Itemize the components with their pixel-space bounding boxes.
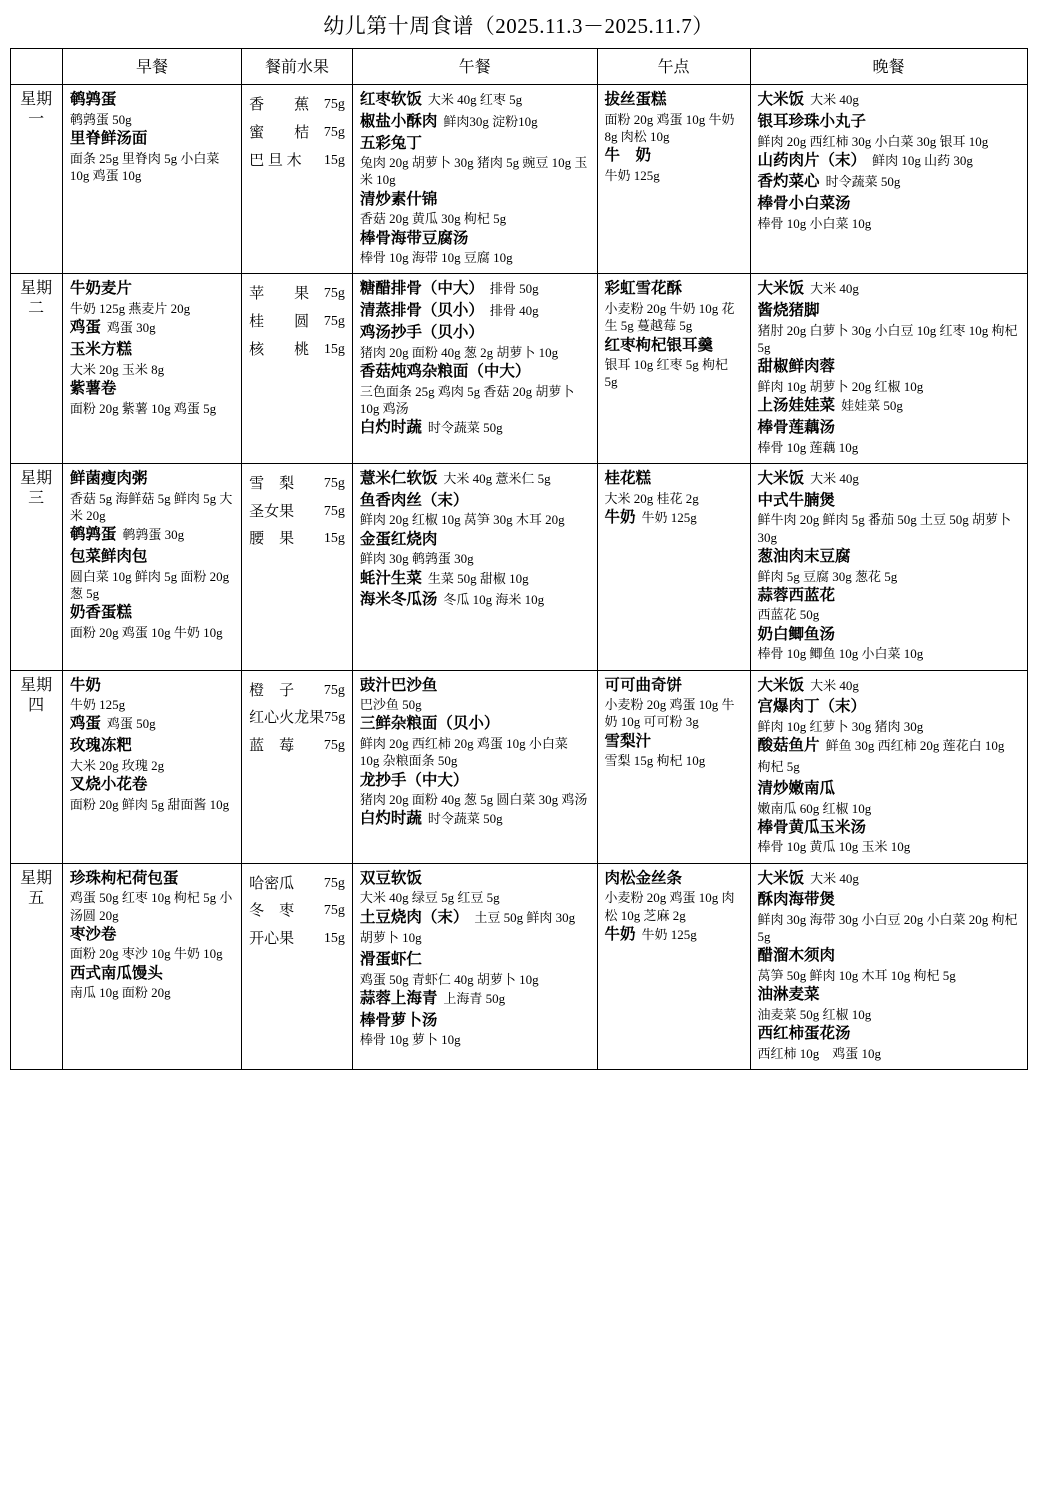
dish-name: 牛奶 bbox=[69, 676, 101, 694]
dish-ingredients: 时令蔬菜 50g bbox=[825, 174, 901, 190]
header-snack: 午点 bbox=[597, 49, 750, 85]
snack-cell bbox=[597, 85, 750, 274]
dish-name: 蚝汁生菜 生菜 50g 甜椒 10g bbox=[359, 569, 529, 587]
dish-name: 鸡汤抄手（贝小） bbox=[359, 323, 484, 341]
table-row bbox=[10, 863, 1027, 1070]
dish-ingredients: 小麦粉 20g 鸡蛋 10g 肉松 10g 芝麻 2g bbox=[604, 890, 735, 923]
dish-ingredients: 鲜肉 30g 鹌鹑蛋 30g bbox=[359, 551, 474, 567]
dish-ingredients: 大米 40g bbox=[810, 677, 859, 693]
dish-name: 桂花糕 bbox=[604, 469, 652, 487]
table-row bbox=[10, 463, 1027, 670]
dish-name: 牛奶麦片 bbox=[69, 280, 132, 298]
fruit-item bbox=[249, 898, 345, 926]
dish-name: 鹌鹑蛋 鹌鹑蛋 30g bbox=[69, 525, 185, 543]
dish-name: 彩虹雪花酥 bbox=[604, 280, 683, 298]
dish-ingredients: 西蓝花 50g bbox=[757, 607, 820, 623]
dish-name: 双豆软饭 bbox=[359, 869, 422, 887]
fruit-name: 苹 果 bbox=[249, 286, 310, 303]
dish-name: 五彩兔丁 bbox=[359, 134, 422, 152]
dish-name: 鸡蛋 鸡蛋 50g bbox=[69, 715, 156, 733]
dish-name: 棒骨莲藕汤 bbox=[757, 418, 836, 436]
dish-ingredients: 大米 40g bbox=[810, 470, 859, 486]
fruit-amount: 75g bbox=[324, 710, 346, 726]
dish-ingredients: 牛奶 125g bbox=[641, 926, 697, 942]
fruit-amount: 75g bbox=[323, 124, 345, 140]
dish-ingredients: 鸡蛋 30g bbox=[106, 320, 156, 336]
dinner-cell bbox=[750, 274, 1027, 463]
dish-name: 鲜菌瘦肉粥 bbox=[69, 469, 148, 487]
dish-name: 银耳珍珠小丸子 bbox=[757, 112, 867, 130]
dish-ingredients: 鲜肉 10g 红萝卜 30g 猪肉 30g bbox=[757, 719, 924, 735]
dinner-cell bbox=[750, 85, 1027, 274]
dish-ingredients: 鲜肉 20g 西红柿 20g 鸡蛋 10g 小白菜 10g 杂粮面条 50g bbox=[359, 736, 568, 769]
snack-cell bbox=[597, 274, 750, 463]
day-label: 星期 三 bbox=[10, 463, 62, 670]
dish-name: 白灼时蔬 时令蔬菜 50g bbox=[359, 418, 503, 436]
dish-name: 龙抄手（中大） bbox=[359, 771, 469, 789]
dish-ingredients: 大米 20g 玉米 8g bbox=[69, 361, 165, 377]
dish-ingredients: 面条 25g 里脊肉 5g 小白菜 10g 鸡蛋 10g bbox=[69, 150, 220, 183]
dish-name: 叉烧小花卷 bbox=[69, 776, 148, 794]
dish-name: 清炒素什锦 bbox=[359, 190, 438, 208]
fruit-amount: 75g bbox=[323, 682, 345, 698]
snack-cell bbox=[597, 863, 750, 1070]
dish-ingredients: 大米 20g 桂花 2g bbox=[604, 490, 699, 506]
dish-ingredients: 棒骨 10g 鲫鱼 10g 小白菜 10g bbox=[757, 646, 924, 662]
dish-name: 香灼菜心 时令蔬菜 50g bbox=[757, 173, 901, 191]
dish-ingredients: 面粉 20g 紫薯 10g 鸡蛋 5g bbox=[69, 400, 217, 416]
dish-name: 枣沙卷 bbox=[69, 925, 117, 943]
dish-ingredients: 鲜肉 5g 豆腐 30g 葱花 5g bbox=[757, 568, 898, 584]
table-header-row bbox=[10, 49, 1027, 85]
breakfast-cell bbox=[62, 85, 241, 274]
dish-name: 酱烧猪脚 bbox=[757, 302, 820, 320]
dish-ingredients: 鹌鹑蛋 30g bbox=[122, 526, 185, 542]
dish-ingredients: 猪肉 20g 面粉 40g 葱 2g 胡萝卜 10g bbox=[359, 344, 559, 360]
dish-ingredients: 鲜鱼 30g 西红柿 20g 莲花白 10g 枸杞 5g bbox=[757, 738, 1005, 774]
dish-name: 棒骨小白菜汤 bbox=[757, 195, 851, 213]
dish-name: 清蒸排骨（贝小） 排骨 40g bbox=[359, 302, 539, 320]
dish-name: 牛 奶 bbox=[604, 147, 652, 165]
dish-name: 奶香蛋糕 bbox=[69, 603, 132, 621]
fruit-amount: 75g bbox=[323, 738, 345, 754]
dish-ingredients: 大米 40g 红枣 5g bbox=[427, 92, 523, 107]
dish-ingredients: 时令蔬菜 50g bbox=[427, 811, 503, 827]
dish-ingredients: 鲜肉 10g 山药 30g bbox=[872, 152, 973, 168]
dinner-cell bbox=[750, 463, 1027, 670]
lunch-cell bbox=[352, 670, 597, 863]
dish-ingredients: 猪肘 20g 白萝卜 30g 小白豆 10g 红枣 10g 枸杞 5g bbox=[757, 322, 1018, 356]
dish-name: 包菜鲜肉包 bbox=[69, 547, 148, 565]
dish-ingredients: 棒骨 10g 萝卜 10g bbox=[359, 1032, 461, 1048]
dish-ingredients: 圆白菜 10g 鲜肉 5g 面粉 20g 葱 5g bbox=[69, 568, 230, 601]
dish-name: 鹌鹑蛋 bbox=[69, 91, 117, 108]
prefruit-cell bbox=[242, 863, 353, 1070]
table-row bbox=[10, 274, 1027, 463]
dish-ingredients: 大米 40g 绿豆 5g 红豆 5g bbox=[359, 890, 500, 906]
dish-ingredients: 鲜肉 10g 胡萝卜 20g 红椒 10g bbox=[757, 379, 924, 395]
fruit-amount: 75g bbox=[323, 503, 345, 519]
dish-name: 椒盐小酥肉 鲜肉30g 淀粉10g bbox=[359, 112, 538, 130]
dish-name: 玉米方糕 bbox=[69, 341, 132, 359]
fruit-item bbox=[249, 92, 345, 120]
dish-ingredients: 鲜肉 30g 海带 30g 小白豆 20g 小白菜 20g 枸杞 5g bbox=[757, 912, 1018, 945]
fruit-amount: 15g bbox=[323, 152, 345, 168]
fruit-item bbox=[249, 678, 345, 706]
dish-name: 牛奶 牛奶 125g bbox=[604, 925, 697, 943]
dish-name: 葱油肉末豆腐 bbox=[757, 547, 851, 565]
dish-ingredients: 排骨 50g bbox=[489, 281, 539, 297]
header-breakfast: 早餐 bbox=[62, 49, 241, 85]
fruit-name: 香 蕉 bbox=[249, 97, 310, 113]
fruit-amount: 75g bbox=[323, 97, 345, 112]
dish-ingredients: 大米 40g bbox=[810, 870, 859, 886]
dish-ingredients: 棒骨 10g 海带 10g 豆腐 10g bbox=[359, 250, 513, 266]
dish-name: 可可曲奇饼 bbox=[604, 676, 683, 694]
dish-name: 山药肉片（末） 鲜肉 10g 山药 30g bbox=[757, 151, 973, 169]
dish-ingredients: 巴沙鱼 50g bbox=[359, 697, 422, 713]
fruit-name: 腰 果 bbox=[249, 531, 295, 548]
header-dinner: 晚餐 bbox=[750, 49, 1027, 85]
dish-ingredients: 面粉 20g 枣沙 10g 牛奶 10g bbox=[69, 946, 223, 962]
header-day bbox=[10, 49, 62, 85]
dinner-cell bbox=[750, 670, 1027, 863]
prefruit-cell bbox=[242, 463, 353, 670]
fruit-amount: 75g bbox=[323, 314, 345, 330]
dish-ingredients: 冬瓜 10g 海米 10g bbox=[443, 592, 545, 608]
dish-name: 三鲜杂粮面（贝小） bbox=[359, 715, 500, 733]
header-lunch: 午餐 bbox=[352, 49, 597, 85]
fruit-item bbox=[249, 120, 345, 148]
breakfast-cell bbox=[62, 463, 241, 670]
fruit-name: 冬 枣 bbox=[249, 903, 295, 920]
dish-name: 中式牛腩煲 bbox=[757, 491, 836, 509]
dish-ingredients: 大米 20g 玫瑰 2g bbox=[69, 757, 165, 773]
dish-name: 醋溜木须肉 bbox=[757, 947, 836, 965]
dish-ingredients: 牛奶 125g bbox=[69, 697, 126, 713]
dish-name: 棒骨海带豆腐汤 bbox=[359, 229, 469, 247]
dish-name: 鱼香肉丝（末） bbox=[359, 491, 469, 509]
fruit-amount: 75g bbox=[323, 286, 345, 302]
day-label: 星期 二 bbox=[10, 274, 62, 463]
day-label: 星期 五 bbox=[10, 863, 62, 1070]
dish-name: 豉汁巴沙鱼 bbox=[359, 676, 438, 694]
fruit-amount: 15g bbox=[323, 931, 345, 947]
lunch-cell bbox=[352, 85, 597, 274]
fruit-item bbox=[249, 526, 345, 554]
fruit-name: 哈密瓜 bbox=[249, 875, 295, 892]
dish-name: 红枣枸杞银耳羹 bbox=[604, 336, 714, 354]
dish-ingredients: 大米 40g 薏米仁 5g bbox=[443, 470, 551, 486]
prefruit-cell bbox=[242, 670, 353, 863]
dish-ingredients: 生菜 50g 甜椒 10g bbox=[427, 570, 529, 586]
dish-name: 甜椒鲜肉蓉 bbox=[757, 358, 836, 376]
dish-ingredients: 棒骨 10g 小白菜 10g bbox=[757, 215, 872, 231]
page-title: 幼儿第十周食谱（2025.11.3－2025.11.7） bbox=[323, 14, 714, 38]
fruit-item bbox=[249, 281, 345, 309]
dish-ingredients: 娃娃菜 50g bbox=[841, 398, 903, 414]
fruit-name: 蜜 桔 bbox=[249, 124, 310, 141]
dish-name: 牛奶 牛奶 125g bbox=[604, 508, 697, 526]
dish-ingredients: 鸡蛋 50g bbox=[106, 716, 156, 732]
fruit-item bbox=[249, 926, 345, 954]
dish-ingredients: 猪肉 20g 面粉 40g 葱 5g 圆白菜 30g 鸡汤 bbox=[359, 792, 588, 808]
breakfast-cell bbox=[62, 863, 241, 1070]
fruit-item bbox=[249, 148, 345, 176]
snack-cell bbox=[597, 670, 750, 863]
dish-ingredients: 南瓜 10g 面粉 20g bbox=[69, 985, 171, 1001]
dish-name: 上汤娃娃菜 娃娃菜 50g bbox=[757, 397, 903, 415]
dish-name: 肉松金丝条 bbox=[604, 869, 683, 887]
dish-name: 清炒嫩南瓜 bbox=[757, 779, 836, 797]
dish-name: 滑蛋虾仁 bbox=[359, 951, 422, 969]
weekly-menu-table bbox=[10, 48, 1028, 1070]
dish-name: 紫薯卷 bbox=[69, 380, 117, 398]
dish-ingredients: 嫩南瓜 60g 红椒 10g bbox=[757, 800, 872, 816]
dish-ingredients: 牛奶 125g bbox=[641, 509, 697, 525]
dish-ingredients: 棒骨 10g 黄瓜 10g 玉米 10g bbox=[757, 839, 911, 855]
dish-ingredients: 香菇 20g 黄瓜 30g 枸杞 5g bbox=[359, 211, 507, 227]
lunch-cell bbox=[352, 274, 597, 463]
dish-ingredients: 面粉 20g 鸡蛋 10g 牛奶 8g 肉松 10g bbox=[604, 111, 735, 144]
dish-name: 香菇炖鸡杂粮面（中大） bbox=[359, 362, 531, 380]
fruit-name: 橙 子 bbox=[249, 682, 295, 699]
fruit-amount: 75g bbox=[323, 475, 345, 491]
day-label: 星期 一 bbox=[10, 85, 62, 274]
dish-ingredients: 小麦粉 20g 鸡蛋 10g 牛奶 10g 可可粉 3g bbox=[604, 697, 735, 730]
dish-ingredients: 面粉 20g 鸡蛋 10g 牛奶 10g bbox=[69, 624, 223, 640]
fruit-item bbox=[249, 471, 345, 499]
fruit-item bbox=[249, 705, 345, 733]
fruit-name: 蓝 莓 bbox=[249, 738, 295, 755]
dish-ingredients: 银耳 10g 红枣 5g 枸杞 5g bbox=[604, 357, 729, 390]
fruit-item bbox=[249, 733, 345, 761]
fruit-item bbox=[249, 337, 345, 365]
fruit-name: 圣女果 bbox=[249, 503, 295, 520]
dish-ingredients: 鲜牛肉 20g 鲜肉 5g 番茄 50g 土豆 50g 胡萝卜 30g bbox=[757, 512, 1012, 545]
dish-ingredients: 面粉 20g 鲜肉 5g 甜面酱 10g bbox=[69, 796, 230, 812]
table-row bbox=[10, 85, 1027, 274]
dish-ingredients: 鸡蛋 50g 青虾仁 40g 胡萝卜 10g bbox=[359, 971, 539, 987]
dish-ingredients: 大米 40g bbox=[810, 92, 859, 107]
dish-name: 白灼时蔬 时令蔬菜 50g bbox=[359, 810, 503, 828]
table-row bbox=[10, 670, 1027, 863]
dish-name: 里脊鲜汤面 bbox=[69, 129, 148, 147]
dish-name: 宫爆肉丁（末） bbox=[757, 698, 867, 716]
dish-name: 土豆烧肉（末） 土豆 50g 鲜肉 30g 胡萝卜 10g bbox=[359, 908, 576, 946]
dish-name: 大米饭 大米 40g bbox=[757, 869, 859, 887]
dish-ingredients: 土豆 50g 鲜肉 30g 胡萝卜 10g bbox=[359, 909, 576, 946]
dish-name: 棒骨萝卜汤 bbox=[359, 1011, 438, 1029]
dish-name: 酸菇鱼片 鲜鱼 30g 西红柿 20g 莲花白 10g 枸杞 5g bbox=[757, 737, 1005, 774]
snack-cell bbox=[597, 463, 750, 670]
fruit-name: 巴 旦 木 bbox=[249, 152, 302, 169]
dish-name: 珍珠枸杞荷包蛋 bbox=[69, 869, 179, 887]
fruit-amount: 75g bbox=[323, 875, 345, 891]
breakfast-cell bbox=[62, 670, 241, 863]
dish-ingredients: 上海青 50g bbox=[443, 990, 506, 1006]
dish-ingredients: 牛奶 125g 燕麦片 20g bbox=[69, 301, 191, 317]
header-prefruit: 餐前水果 bbox=[242, 49, 353, 85]
dish-name: 拔丝蛋糕 bbox=[604, 91, 667, 108]
dish-ingredients: 莴笋 50g 鲜肉 10g 木耳 10g 枸杞 5g bbox=[757, 968, 956, 984]
dish-name: 糖醋排骨（中大） 排骨 50g bbox=[359, 280, 539, 298]
fruit-name: 红心火龙果 bbox=[249, 710, 325, 727]
dish-name: 蒜蓉上海青 上海青 50g bbox=[359, 989, 506, 1007]
dish-ingredients: 西红柿 10g 鸡蛋 10g bbox=[757, 1046, 882, 1062]
dish-name: 金蛋红烧肉 bbox=[359, 530, 438, 548]
dish-name: 大米饭 大米 40g bbox=[757, 469, 859, 487]
dish-name: 大米饭 大米 40g bbox=[757, 91, 859, 108]
fruit-name: 开心果 bbox=[249, 931, 295, 948]
dish-ingredients: 大米 40g bbox=[810, 281, 859, 297]
dinner-cell bbox=[750, 863, 1027, 1070]
fruit-amount: 15g bbox=[323, 531, 345, 547]
fruit-item bbox=[249, 871, 345, 899]
dish-name: 雪梨汁 bbox=[604, 732, 652, 750]
fruit-item bbox=[249, 309, 345, 337]
dish-name: 棒骨黄瓜玉米汤 bbox=[757, 818, 867, 836]
dish-name: 西式南瓜馒头 bbox=[69, 964, 163, 982]
dish-ingredients: 兔肉 20g 胡萝卜 30g 猪肉 5g 豌豆 10g 玉米 10g bbox=[359, 155, 588, 188]
lunch-cell bbox=[352, 863, 597, 1070]
breakfast-cell bbox=[62, 274, 241, 463]
prefruit-cell bbox=[242, 85, 353, 274]
dish-name: 大米饭 大米 40g bbox=[757, 676, 859, 694]
day-label: 星期 四 bbox=[10, 670, 62, 863]
dish-ingredients: 牛奶 125g bbox=[604, 167, 660, 183]
dish-ingredients: 油麦菜 50g 红椒 10g bbox=[757, 1007, 872, 1023]
dish-ingredients: 鲜肉 20g 红椒 10g 莴笋 30g 木耳 20g bbox=[359, 512, 565, 528]
dish-ingredients: 棒骨 10g 莲藕 10g bbox=[757, 439, 859, 455]
dish-name: 鸡蛋 鸡蛋 30g bbox=[69, 319, 156, 337]
dish-name: 酥肉海带煲 bbox=[757, 891, 836, 909]
dish-ingredients: 鹌鹑蛋 50g bbox=[69, 111, 132, 127]
dish-name: 奶白鲫鱼汤 bbox=[757, 625, 836, 643]
dish-name: 玫瑰冻粑 bbox=[69, 737, 132, 755]
dish-name: 油淋麦菜 bbox=[757, 986, 820, 1004]
fruit-amount: 15g bbox=[323, 341, 345, 357]
dish-name: 大米饭 大米 40g bbox=[757, 280, 859, 298]
dish-ingredients: 排骨 40g bbox=[489, 303, 539, 319]
dish-name: 西红柿蛋花汤 bbox=[757, 1025, 851, 1043]
dish-ingredients: 鲜肉 20g 西红柿 30g 小白菜 30g 银耳 10g bbox=[757, 133, 989, 149]
dish-ingredients: 三色面条 25g 鸡肉 5g 香菇 20g 胡萝卜 10g 鸡汤 bbox=[359, 383, 575, 416]
fruit-name: 雪 梨 bbox=[249, 475, 295, 492]
prefruit-cell bbox=[242, 274, 353, 463]
dish-ingredients: 时令蔬菜 50g bbox=[427, 419, 503, 435]
fruit-item bbox=[249, 499, 345, 527]
dish-name: 蒜蓉西蓝花 bbox=[757, 586, 836, 604]
dish-name: 红枣软饭 大米 40g 红枣 5g bbox=[359, 91, 523, 108]
fruit-name: 核 桃 bbox=[249, 341, 310, 358]
fruit-amount: 75g bbox=[323, 903, 345, 919]
fruit-name: 桂 圆 bbox=[249, 314, 310, 331]
lunch-cell bbox=[352, 463, 597, 670]
dish-name: 海米冬瓜汤 冬瓜 10g 海米 10g bbox=[359, 591, 545, 609]
dish-ingredients: 香菇 5g 海鲜菇 5g 鲜肉 5g 大米 20g bbox=[69, 490, 233, 523]
dish-name: 薏米仁软饭 大米 40g 薏米仁 5g bbox=[359, 469, 551, 487]
dish-ingredients: 鲜肉30g 淀粉10g bbox=[443, 113, 538, 129]
dish-ingredients: 雪梨 15g 枸杞 10g bbox=[604, 753, 706, 769]
dish-ingredients: 鸡蛋 50g 红枣 10g 枸杞 5g 小汤圆 20g bbox=[69, 890, 233, 923]
dish-ingredients: 小麦粉 20g 牛奶 10g 花生 5g 蔓越莓 5g bbox=[604, 301, 735, 334]
